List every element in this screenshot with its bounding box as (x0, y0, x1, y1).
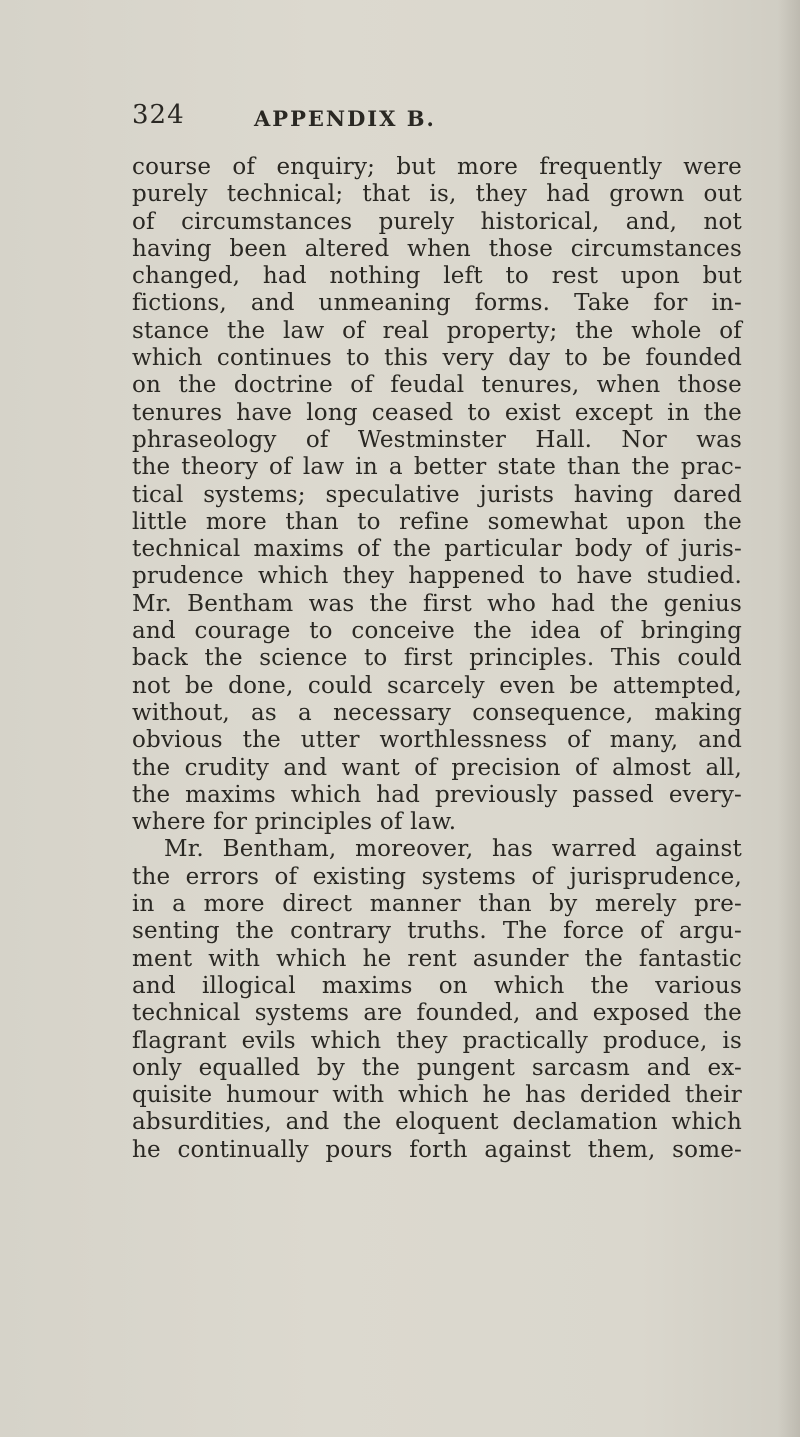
text-line: fictions, and unmeaning forms. Take for in- (132, 290, 742, 317)
text-line: phraseology of Westminster Hall. Nor was (132, 426, 742, 453)
text-line: and illogical maxims on which the various (132, 972, 742, 999)
text-line: little more than to refine somewhat upon the (132, 508, 742, 535)
text-line: of circumstances purely historical, and, not (132, 208, 742, 235)
text-line: senting the contrary truths. The force of argu- (132, 918, 742, 945)
text-line: having been altered when those circumstances (132, 235, 742, 262)
text-line: technical maxims of the particular body of juris- (132, 536, 742, 563)
text-line: flagrant evils which they practically produce, is (132, 1027, 742, 1054)
text-line: course of enquiry; but more frequently were (132, 154, 742, 180)
text-line: tical systems; speculative jurists having dared (132, 481, 742, 508)
text-line: obvious the utter worthlessness of many, and (132, 727, 742, 754)
text-line: purely technical; that is, they had grown out (132, 181, 742, 208)
text-line: the crudity and want of precision of almost all, (132, 754, 742, 781)
text-line: Mr. Bentham, moreover, has warred against (164, 836, 742, 863)
text-line: only equalled by the pungent sarcasm and ex- (132, 1054, 742, 1081)
page-header (132, 100, 742, 140)
text-line: the errors of existing systems of jurisprudence, (132, 863, 742, 890)
running-head: APPENDIX B. (254, 106, 436, 131)
text-line: without, as a necessary consequence, making (132, 699, 742, 726)
text-line: technical systems are founded, and exposed the (132, 1000, 742, 1027)
text-line: in a more direct manner than by merely pre- (132, 891, 742, 918)
text-line: on the doctrine of feudal tenures, when those (132, 372, 742, 399)
text-line: absurdities, and the eloquent declamation which (132, 1109, 742, 1136)
page-edge-shadow (778, 0, 800, 1437)
text-line: he continually pours forth against them, some- (132, 1136, 742, 1163)
text-line: which continues to this very day to be founded (132, 345, 742, 372)
text-line: Mr. Bentham was the first who had the genius (132, 590, 742, 617)
text-line: stance the law of real property; the whole of (132, 317, 742, 344)
text-line: changed, had nothing left to rest upon but (132, 263, 742, 290)
text-line: the maxims which had previously passed every- (132, 781, 742, 808)
text-line: back the science to first principles. This could (132, 645, 742, 672)
text-line: tenures have long ceased to exist except in the (132, 399, 742, 426)
text-line: ment with which he rent asunder the fantastic (132, 945, 742, 972)
text-line: where for principles of law. (132, 809, 457, 836)
text-line: prudence which they happened to have studied. (132, 563, 742, 590)
body-text (132, 154, 742, 1164)
text-line: the theory of law in a better state than the prac- (132, 454, 742, 481)
page-number: 324 (132, 100, 185, 130)
text-line: and courage to conceive the idea of bringing (132, 618, 742, 645)
text-line: quisite humour with which he has derided their (132, 1082, 742, 1109)
text-line: not be done, could scarcely even be attempted, (132, 672, 742, 699)
